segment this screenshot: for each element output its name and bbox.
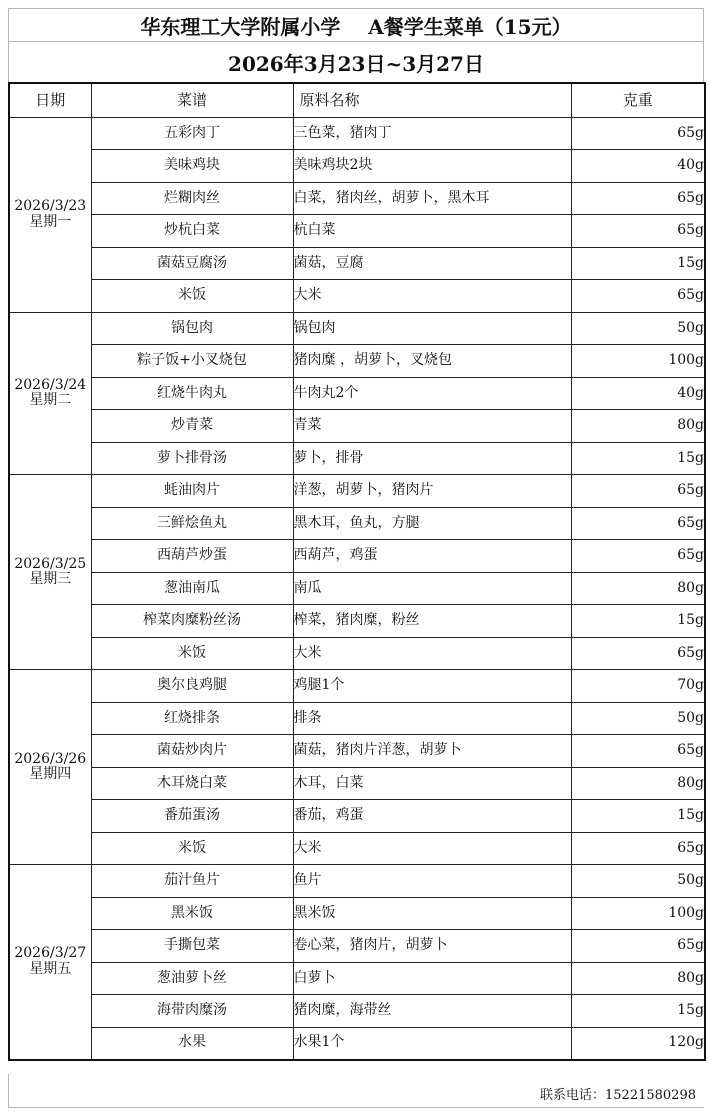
weight-cell: 100g [571,345,705,378]
ingredients-cell: 排条 [293,702,571,735]
ingredients-cell: 南瓜 [293,572,571,605]
menu-body [9,117,705,1060]
weight-cell: 15g [571,247,705,280]
dish-cell: 红烧排条 [91,702,293,735]
header-dish: 菜谱 [91,83,293,117]
weight-cell: 120g [571,1027,705,1060]
dish-cell: 米饭 [91,280,293,313]
ingredients-cell: 锅包肉 [293,312,571,345]
ingredients-cell: 青菜 [293,410,571,443]
ingredients-cell: 水果1个 [293,1027,571,1060]
title-row [8,8,704,42]
dish-cell: 菌菇豆腐汤 [91,247,293,280]
ingredients-cell: 大米 [293,832,571,865]
dish-cell: 葱油南瓜 [91,572,293,605]
day-weekday: 星期五 [29,960,72,977]
day-weekday: 星期一 [29,213,72,230]
weight-cell: 80g [571,767,705,800]
table-row [9,865,705,898]
table-row [9,800,705,833]
dish-cell: 水果 [91,1027,293,1060]
table-row [9,117,705,150]
ingredients-cell: 白萝卜 [293,962,571,995]
table-row [9,507,705,540]
table-row [9,670,705,703]
ingredients-cell: 牛肉丸2个 [293,377,571,410]
header-row [9,83,705,117]
dish-cell: 红烧牛肉丸 [91,377,293,410]
dish-cell: 粽子饭+小叉烧包 [91,345,293,378]
ingredients-cell: 榨菜，猪肉糜，粉丝 [293,605,571,638]
day-cell [9,670,91,865]
weight-cell: 70g [571,670,705,703]
ingredients-cell: 洋葱，胡萝卜，猪肉片 [293,475,571,508]
ingredients-cell: 猪肉糜 ，胡萝卜，叉烧包 [293,345,571,378]
table-row [9,897,705,930]
ingredients-cell: 西葫芦，鸡蛋 [293,540,571,573]
weight-cell: 50g [571,702,705,735]
day-cell [9,865,91,1060]
weight-cell: 50g [571,865,705,898]
ingredients-cell: 黑米饭 [293,897,571,930]
day-cell [9,475,91,670]
table-row [9,605,705,638]
dish-cell: 美味鸡块 [91,150,293,183]
ingredients-cell: 大米 [293,280,571,313]
weight-cell: 80g [571,572,705,605]
dish-cell: 烂糊肉丝 [91,182,293,215]
ingredients-cell: 菌菇，猪肉片洋葱，胡萝卜 [293,735,571,768]
dish-cell: 米饭 [91,832,293,865]
weight-cell: 50g [571,312,705,345]
menu-table [8,82,706,1061]
day-date: 2026/3/26 [14,750,87,767]
table-row [9,410,705,443]
contact-phone [540,1084,696,1103]
header-ingredients: 原料名称 [293,83,571,117]
ingredients-cell: 猪肉糜，海带丝 [293,995,571,1028]
table-row [9,735,705,768]
dish-cell: 榨菜肉糜粉丝汤 [91,605,293,638]
table-row [9,442,705,475]
dish-cell: 奥尔良鸡腿 [91,670,293,703]
dish-cell: 海带肉糜汤 [91,995,293,1028]
dish-cell: 葱油萝卜丝 [91,962,293,995]
table-row [9,475,705,508]
dish-cell: 蚝油肉片 [91,475,293,508]
footer-left-border [8,1074,9,1108]
ingredients-cell: 番茄，鸡蛋 [293,800,571,833]
header-weight: 克重 [571,83,705,117]
weight-cell: 15g [571,605,705,638]
weight-cell: 80g [571,410,705,443]
contact-label: 联系电话： [540,1088,606,1103]
meal-title: A餐学生菜单（15元） [368,14,572,39]
dish-cell: 米饭 [91,637,293,670]
dish-cell: 黑米饭 [91,897,293,930]
weight-cell: 65g [571,182,705,215]
ingredients-cell: 美味鸡块2块 [293,150,571,183]
dish-cell: 西葫芦炒蛋 [91,540,293,573]
table-row [9,150,705,183]
school-name: 华东理工大学附属小学 [140,14,341,39]
weight-cell: 15g [571,800,705,833]
day-weekday: 星期四 [29,766,72,782]
day-weekday: 星期三 [29,571,72,587]
weight-cell: 65g [571,280,705,313]
weight-cell: 65g [571,475,705,508]
ingredients-cell: 三色菜，猪肉丁 [293,117,571,150]
ingredients-cell: 木耳，白菜 [293,767,571,800]
weight-cell: 100g [571,897,705,930]
ingredients-cell: 白菜，猪肉丝，胡萝卜，黑木耳 [293,182,571,215]
dish-cell: 五彩肉丁 [91,117,293,150]
ingredients-cell: 萝卜，排骨 [293,442,571,475]
weight-cell: 40g [571,377,705,410]
weight-cell: 65g [571,117,705,150]
table-row [9,702,705,735]
date-range: 2026年3月23日~3月27日 [228,51,484,76]
footer-bottom-border [8,1107,704,1108]
header-date: 日期 [9,83,91,117]
weight-cell: 40g [571,150,705,183]
ingredients-cell: 大米 [293,637,571,670]
table-row [9,280,705,313]
table-row [9,832,705,865]
table-row [9,637,705,670]
day-cell [9,117,91,312]
dish-cell: 炒杭白菜 [91,215,293,248]
table-row [9,767,705,800]
dish-cell: 三鲜烩鱼丸 [91,507,293,540]
ingredients-cell: 菌菇，豆腐 [293,247,571,280]
dish-cell: 炒青菜 [91,410,293,443]
table-row [9,247,705,280]
date-range-row [8,42,704,82]
day-date: 2026/3/27 [14,945,87,962]
weight-cell: 65g [571,735,705,768]
table-row [9,1027,705,1060]
weight-cell: 65g [571,540,705,573]
ingredients-cell: 卷心菜，猪肉片，胡萝卜 [293,930,571,963]
table-row [9,962,705,995]
table-row [9,572,705,605]
ingredients-cell: 杭白菜 [293,215,571,248]
table-row [9,377,705,410]
day-date: 2026/3/24 [14,376,87,393]
table-row [9,182,705,215]
dish-cell: 菌菇炒肉片 [91,735,293,768]
dish-cell: 手撕包菜 [91,930,293,963]
weight-cell: 65g [571,215,705,248]
dish-cell: 萝卜排骨汤 [91,442,293,475]
dish-cell: 番茄蛋汤 [91,800,293,833]
weight-cell: 65g [571,637,705,670]
dish-cell: 木耳烧白菜 [91,767,293,800]
day-date: 2026/3/25 [14,555,87,572]
day-weekday: 星期二 [29,392,72,409]
table-row [9,995,705,1028]
weight-cell: 15g [571,442,705,475]
ingredients-cell: 鱼片 [293,865,571,898]
ingredients-cell: 黑木耳，鱼丸，方腿 [293,507,571,540]
day-date: 2026/3/23 [14,198,87,215]
table-row [9,930,705,963]
table-row [9,540,705,573]
ingredients-cell: 鸡腿1个 [293,670,571,703]
weight-cell: 80g [571,962,705,995]
weight-cell: 65g [571,930,705,963]
table-row [9,215,705,248]
table-row [9,312,705,345]
dish-cell: 锅包肉 [91,312,293,345]
phone-number: 15221580298 [605,1088,696,1103]
table-row [9,345,705,378]
weight-cell: 15g [571,995,705,1028]
dish-cell: 茄汁鱼片 [91,865,293,898]
weight-cell: 65g [571,507,705,540]
weight-cell: 65g [571,832,705,865]
day-cell [9,312,91,475]
